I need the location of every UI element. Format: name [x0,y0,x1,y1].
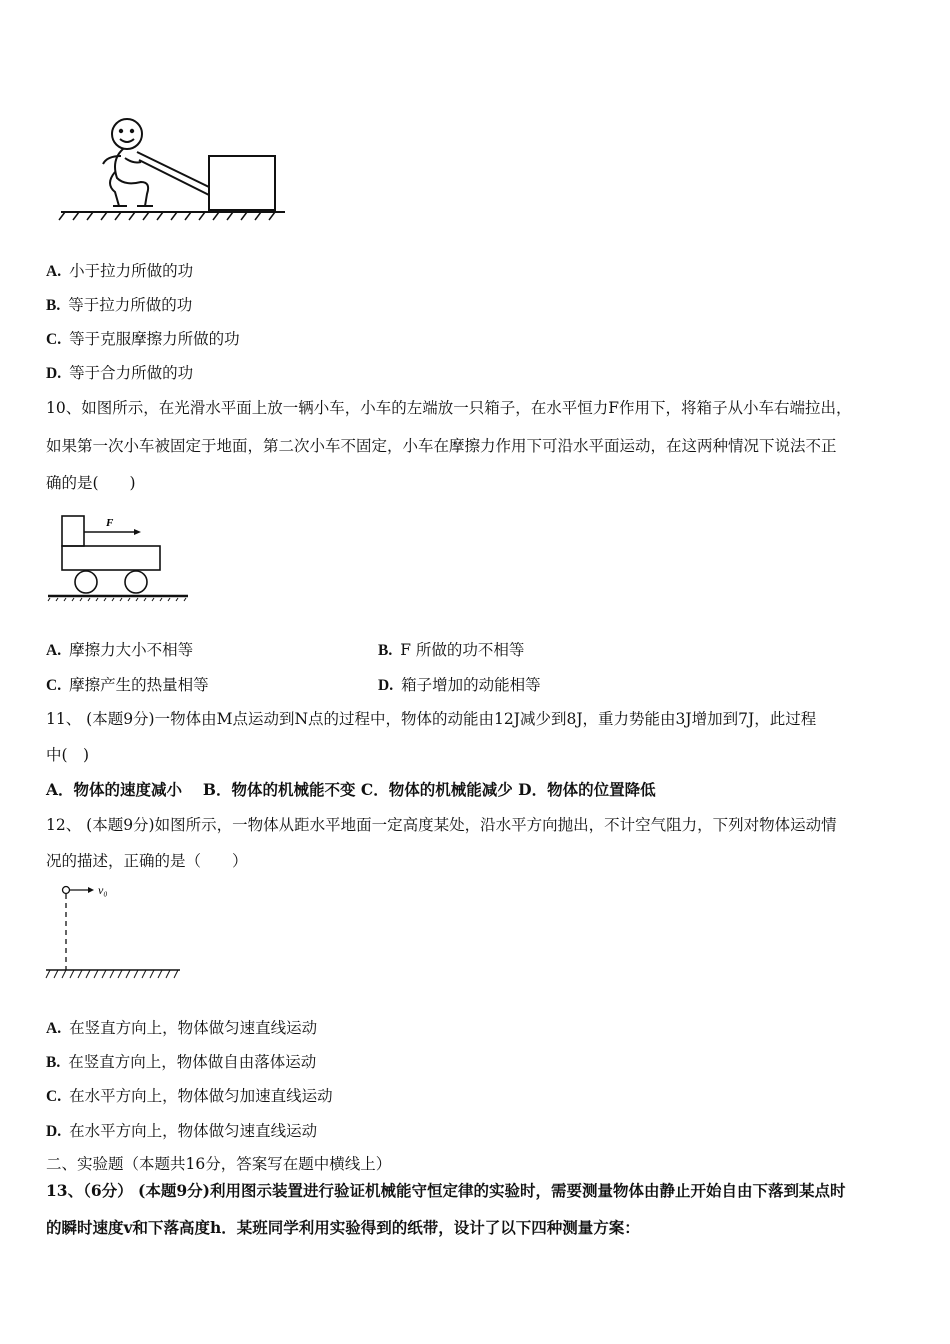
option-text: 在水平方向上，物体做匀加速直线运动 [69,1087,333,1105]
section-heading: 二、实验题（本题共16分，答案写在题中横线上） [46,1155,392,1173]
option-label: D. [378,677,394,694]
option-text: 摩擦产生的热量相等 [69,676,209,694]
q10-stem-line2: 如果第一次小车被固定于地面，第二次小车不固定，小车在摩擦力作用下可沿水平面运动，在这两种情况下说法不正 [46,437,837,455]
q10-stem-line3: 确的是( ) [46,474,136,492]
projectile-figure [44,878,184,986]
q9-option-c [46,329,240,350]
q10-option-c [46,675,209,696]
q12-option-d [46,1121,317,1142]
q9-option-a [46,261,193,282]
q11-options: A．物体的速度减小 B．物体的机械能不变 C．物体的机械能减少 D．物体的位置降低 [46,780,656,799]
option-text: 等于拉力所做的功 [68,296,193,314]
option-label: B. [378,642,393,659]
q10-option-d [378,675,541,696]
force-label: F [106,517,114,529]
option-label: B. [46,1054,61,1071]
option-text: 小于拉力所做的功 [69,262,194,280]
option-text: 在竖直方向上，物体做匀速直线运动 [69,1019,318,1037]
q10-stem-line1: 10、如图所示，在光滑水平面上放一辆小车，小车的左端放一只箱子，在水平恒力F作用下，将箱子从小车右端拉出， [46,399,852,417]
option-label: D. [46,1123,62,1140]
q11-stem-line1: 11、 (本题9分)一物体由M点运动到N点的过程中，物体的动能由12J减少到8J，重力势能由3J增加到7J，此过程 [46,710,817,728]
option-label: D. [46,365,62,382]
option-label: C. [46,331,62,348]
velocity-label: v₀ [98,883,108,897]
q12-stem-line1: 12、 (本题9分)如图所示，一物体从距水平地面一定高度某处，沿水平方向抛出，不计空气阻力，下列对物体运动情 [46,816,837,834]
q9-option-d [46,363,193,384]
option-label: B. [46,297,61,314]
option-text: 在水平方向上，物体做匀速直线运动 [69,1122,318,1140]
option-text: 等于克服摩擦力所做的功 [69,330,240,348]
option-label: A. [46,263,62,280]
q10-option-a [46,640,193,661]
option-text: 箱子增加的动能相等 [401,676,541,694]
q13-stem-line2: 的瞬时速度v和下落高度h．某班同学利用实验得到的纸带，设计了以下四种测量方案： [46,1218,640,1237]
option-text: F 所做的功不相等 [400,641,525,659]
option-label: C. [46,1088,62,1105]
q12-option-c [46,1086,333,1107]
q13-stem-line1: 13、（6分） (本题9分)利用图示装置进行验证机械能守恒定律的实验时，需要测量物体由静止开始自由下落到某点时 [46,1181,846,1200]
option-label: C. [46,677,62,694]
option-text: 摩擦力大小不相等 [69,641,194,659]
cart-box-figure [46,510,191,602]
q11-stem-line2: 中( ) [46,746,90,764]
q12-stem-line2: 况的描述，正确的是（ ） [46,852,248,870]
person-pulling-box-figure [55,112,290,237]
q10-option-b [378,640,524,661]
q12-option-a [46,1018,317,1039]
option-label: A. [46,1020,62,1037]
option-text: 在竖直方向上，物体做自由落体运动 [68,1053,317,1071]
q9-option-b [46,295,192,316]
q12-option-b [46,1052,316,1073]
option-text: 等于合力所做的功 [69,364,194,382]
option-label: A. [46,642,62,659]
